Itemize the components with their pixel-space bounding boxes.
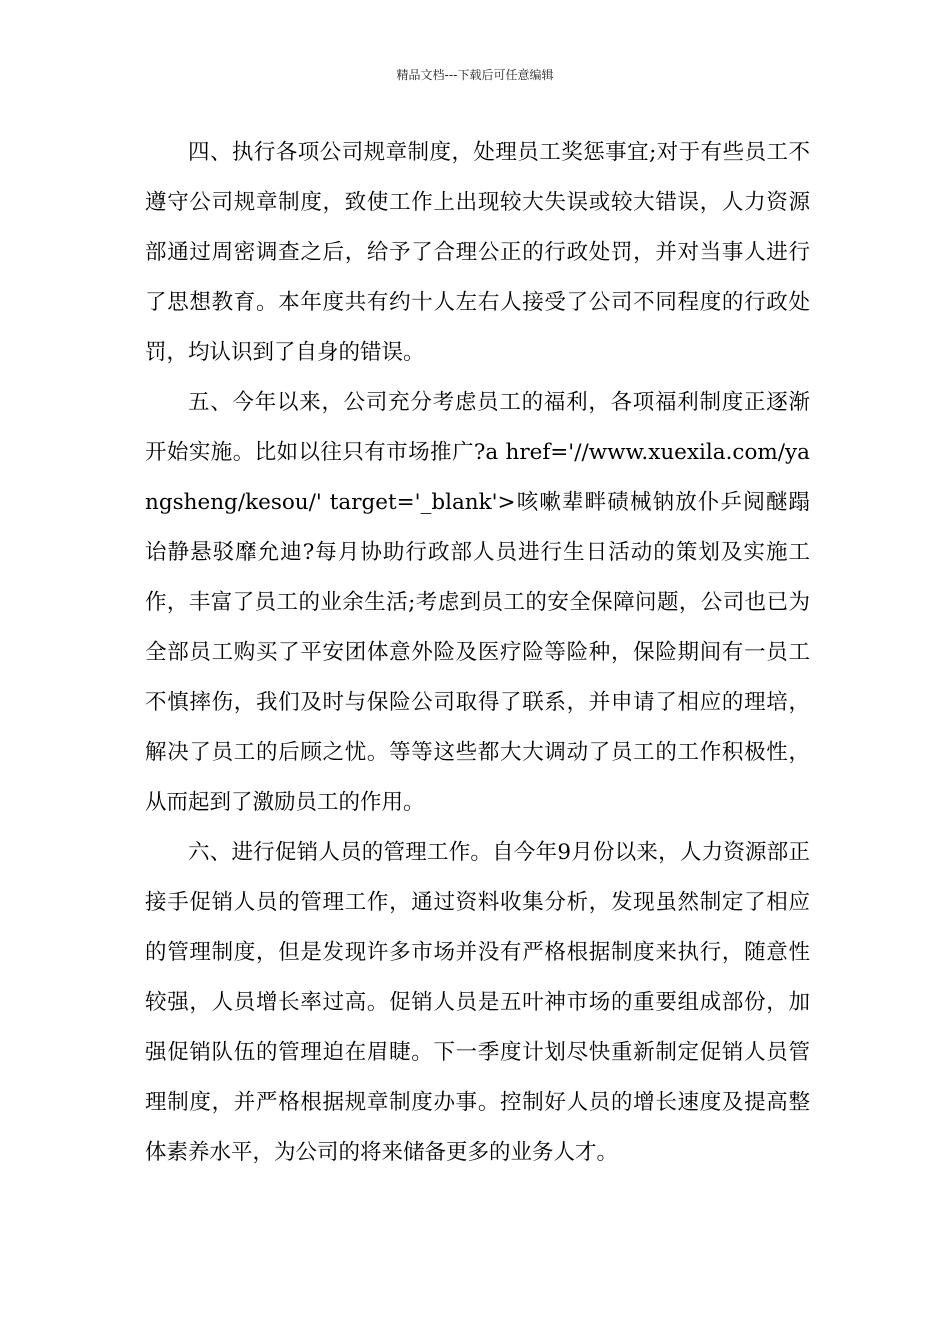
- document-body: [145, 128, 810, 1178]
- paragraph-4: 四、执行各项公司规章制度，处理员工奖惩事宜;对于有些员工不遵守公司规章制度，致使工作上出现较大失误或较大错误，人力资源部通过周密调查之后，给予了合理公正的行政处罚，并对当事人进行了思想教育。本年度共有约十人左右人接受了公司不同程度的行政处罚，均认识到了自身的错误。: [145, 140, 810, 365]
- paragraph-6: 六、进行促销人员的管理工作。自今年9月份以来，人力资源部正接手促销人员的管理工作，通过资料收集分析，发现虽然制定了相应的管理制度，但是发现许多市场并没有严格根据制度来执行，随意性较强，人员增长率过高。促销人员是五叶神市场的重要组成部份，加强促销队伍的管理迫在眉睫。下一季度计划尽快重新制定促销人员管理制度，并严格根据规章制度办事。控制好人员的增长速度及提高整体素养水平，为公司的将来储备更多的业务人才。: [145, 840, 810, 1165]
- page-header: 精品文档---下载后可任意编辑: [396, 68, 554, 82]
- paragraph-5: 五、今年以来，公司充分考虑员工的福利，各项福利制度正逐渐开始实施。比如以往只有市场推广?a href='//www.xuexila.com/yangsheng/kesou/' target='_blank'>咳嗽辈畔碛械钠放仆乒阋醚蹋 诒静悬驳靡允迪?每月协助行政部人员进行生日活动的策划及实施工作，丰富了员工的业余生活;考虑到员工的安全保障问题，公司也已为全部员工购买了平安团体意外险及医疗险等险种，保险期间有一员工不慎摔伤，我们及时与保险公司取得了联系，并申请了相应的理培，解决了员工的后顾之忧。等等这些都大大调动了员工的工作积极性，从而起到了激励员工的作用。: [145, 390, 810, 815]
